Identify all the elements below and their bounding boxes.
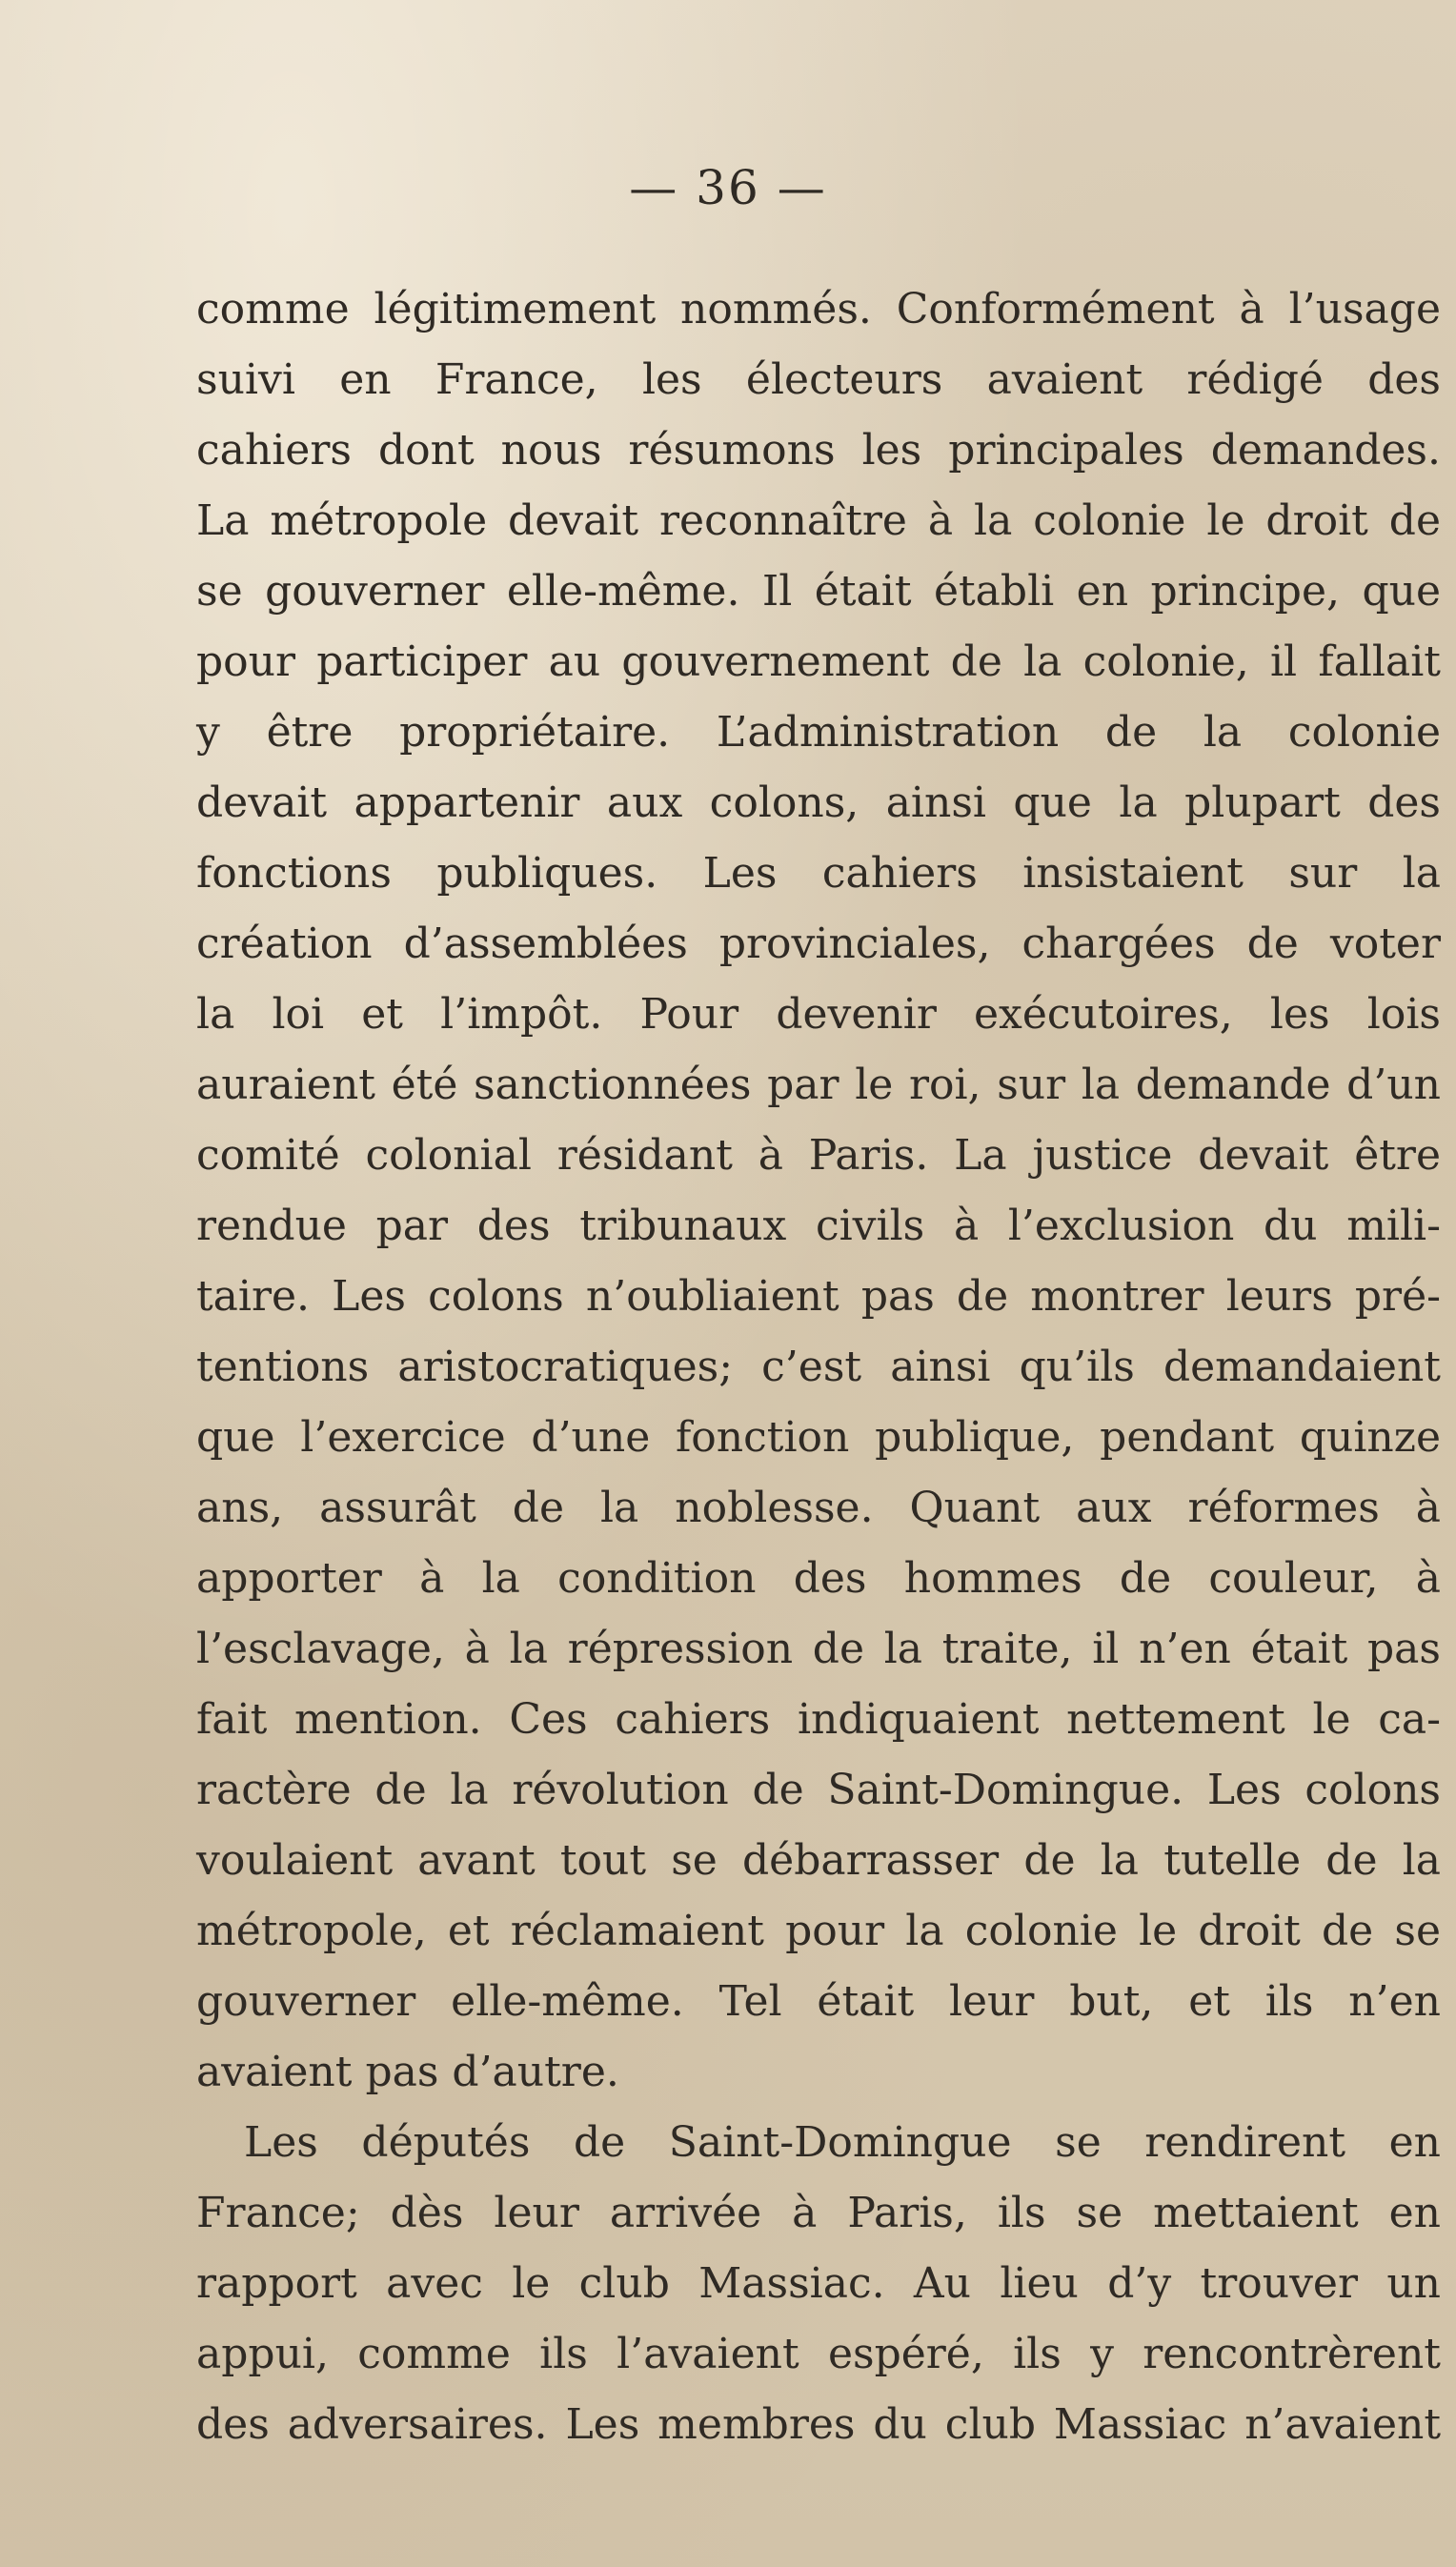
text-line: suivi en France, les électeurs avaient rédigé des bbox=[196, 355, 1441, 404]
text-line: cahiers dont nous résumons les principales demandes. bbox=[196, 426, 1441, 475]
text-line: auraient été sanctionnées par le roi, sur la demande d’un bbox=[196, 1061, 1441, 1109]
text-line-paragraph-start: Les députés de Saint-Domingue se rendirent en bbox=[244, 2118, 1441, 2167]
text-line: La métropole devait reconnaître à la colonie le droit de bbox=[196, 496, 1441, 545]
text-line: ans, assurât de la noblesse. Quant aux réformes à bbox=[196, 1484, 1441, 1532]
text-line: l’esclavage, à la répression de la traite, il n’en était pas bbox=[196, 1625, 1441, 1673]
text-line: fonctions publiques. Les cahiers insistaient sur la bbox=[196, 849, 1441, 898]
text-line: rapport avec le club Massiac. Au lieu d’y trouver un bbox=[196, 2259, 1441, 2308]
text-line: taire. Les colons n’oubliaient pas de montrer leurs pré- bbox=[196, 1272, 1441, 1321]
text-line: se gouverner elle-même. Il était établi en principe, que bbox=[196, 567, 1441, 616]
text-line: tentions aristocratiques; c’est ainsi qu’ils demandaient bbox=[196, 1343, 1441, 1391]
text-line: comité colonial résidant à Paris. La justice devait être bbox=[196, 1131, 1441, 1180]
text-line: appui, comme ils l’avaient espéré, ils y rencontrèrent bbox=[196, 2330, 1441, 2378]
text-line: apporter à la condition des hommes de couleur, à bbox=[196, 1554, 1441, 1603]
text-line-paragraph-end: avaient pas d’autre. bbox=[196, 2048, 619, 2096]
text-line: que l’exercice d’une fonction publique, pendant quinze bbox=[196, 1413, 1441, 1462]
text-line: fait mention. Ces cahiers indiquaient nettement le ca- bbox=[196, 1695, 1441, 1744]
text-line: France; dès leur arrivée à Paris, ils se mettaient en bbox=[196, 2189, 1441, 2237]
text-line: des adversaires. Les membres du club Massiac n’avaient bbox=[196, 2400, 1441, 2449]
body-text bbox=[196, 274, 1441, 2460]
text-line: voulaient avant tout se débarrasser de la tutelle de la bbox=[196, 1836, 1441, 1885]
text-line: ractère de la révolution de Saint-Domingue. Les colons bbox=[196, 1766, 1441, 1814]
text-line: rendue par des tribunaux civils à l’exclusion du mili- bbox=[196, 1202, 1441, 1250]
page-number: — 36 — bbox=[629, 160, 827, 215]
text-line: pour participer au gouvernement de la colonie, il fallait bbox=[196, 637, 1441, 686]
text-line: création d’assemblées provinciales, chargées de voter bbox=[196, 920, 1441, 968]
text-line: métropole, et réclamaient pour la colonie le droit de se bbox=[196, 1907, 1441, 1955]
text-line: la loi et l’impôt. Pour devenir exécutoires, les lois bbox=[196, 990, 1441, 1039]
text-line: y être propriétaire. L’administration de la colonie bbox=[196, 708, 1441, 757]
text-line: gouverner elle-même. Tel était leur but, et ils n’en bbox=[196, 1977, 1441, 2026]
text-line: devait appartenir aux colons, ainsi que la plupart des bbox=[196, 778, 1441, 827]
text-line: comme légitimement nommés. Conformément à l’usage bbox=[196, 285, 1441, 334]
